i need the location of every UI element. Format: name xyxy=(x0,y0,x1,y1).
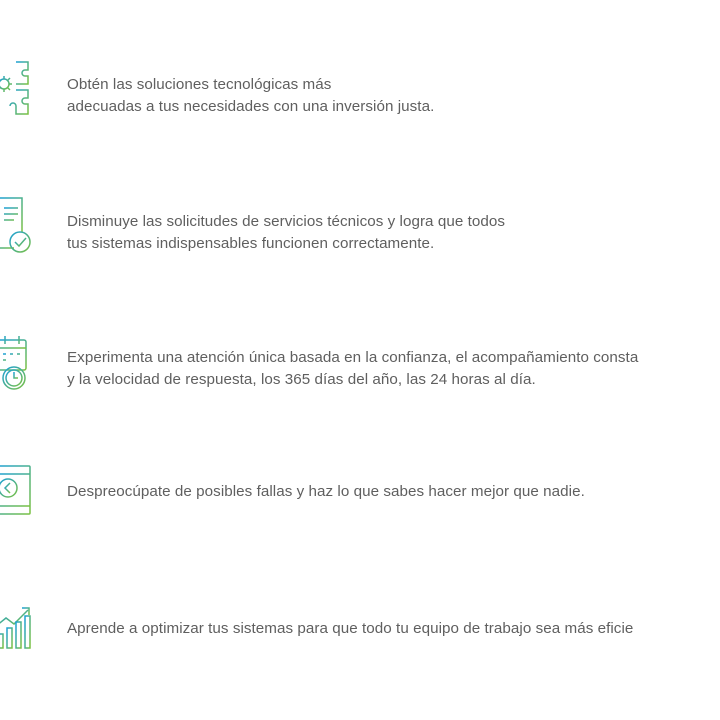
feature-text xyxy=(67,618,633,640)
growth-chart-icon xyxy=(0,594,34,660)
feature-text-line: tus sistemas indispensables funcionen correctamente. xyxy=(67,235,435,252)
puzzle-gear-icon xyxy=(0,54,34,120)
feature-text-line: Disminuye las solicitudes de servicios técnicos y logra que todos xyxy=(67,213,505,230)
feature-text xyxy=(67,74,434,118)
feature-text-line: adecuadas a tus necesidades con una inversión justa. xyxy=(67,98,435,115)
feature-text xyxy=(67,347,638,391)
feature-text-line: Obtén las soluciones tecnológicas más xyxy=(67,76,332,93)
feature-text-line: Despreocúpate de posibles fallas y haz lo que sabes hacer mejor que nadie. xyxy=(67,483,585,500)
feature-text-line: Aprende a optimizar tus sistemas para que todo tu equipo de trabajo sea más eficie xyxy=(67,620,634,637)
document-check-icon xyxy=(0,192,34,258)
feature-text xyxy=(67,211,505,255)
feature-text xyxy=(67,481,585,503)
calendar-clock-icon xyxy=(0,330,34,396)
feature-text-line: Experimenta una atención única basada en la confianza, el acompañamiento consta xyxy=(67,349,639,366)
monitor-back-icon xyxy=(0,460,34,526)
feature-text-line: y la velocidad de respuesta, los 365 días del año, las 24 horas al día. xyxy=(67,371,536,388)
